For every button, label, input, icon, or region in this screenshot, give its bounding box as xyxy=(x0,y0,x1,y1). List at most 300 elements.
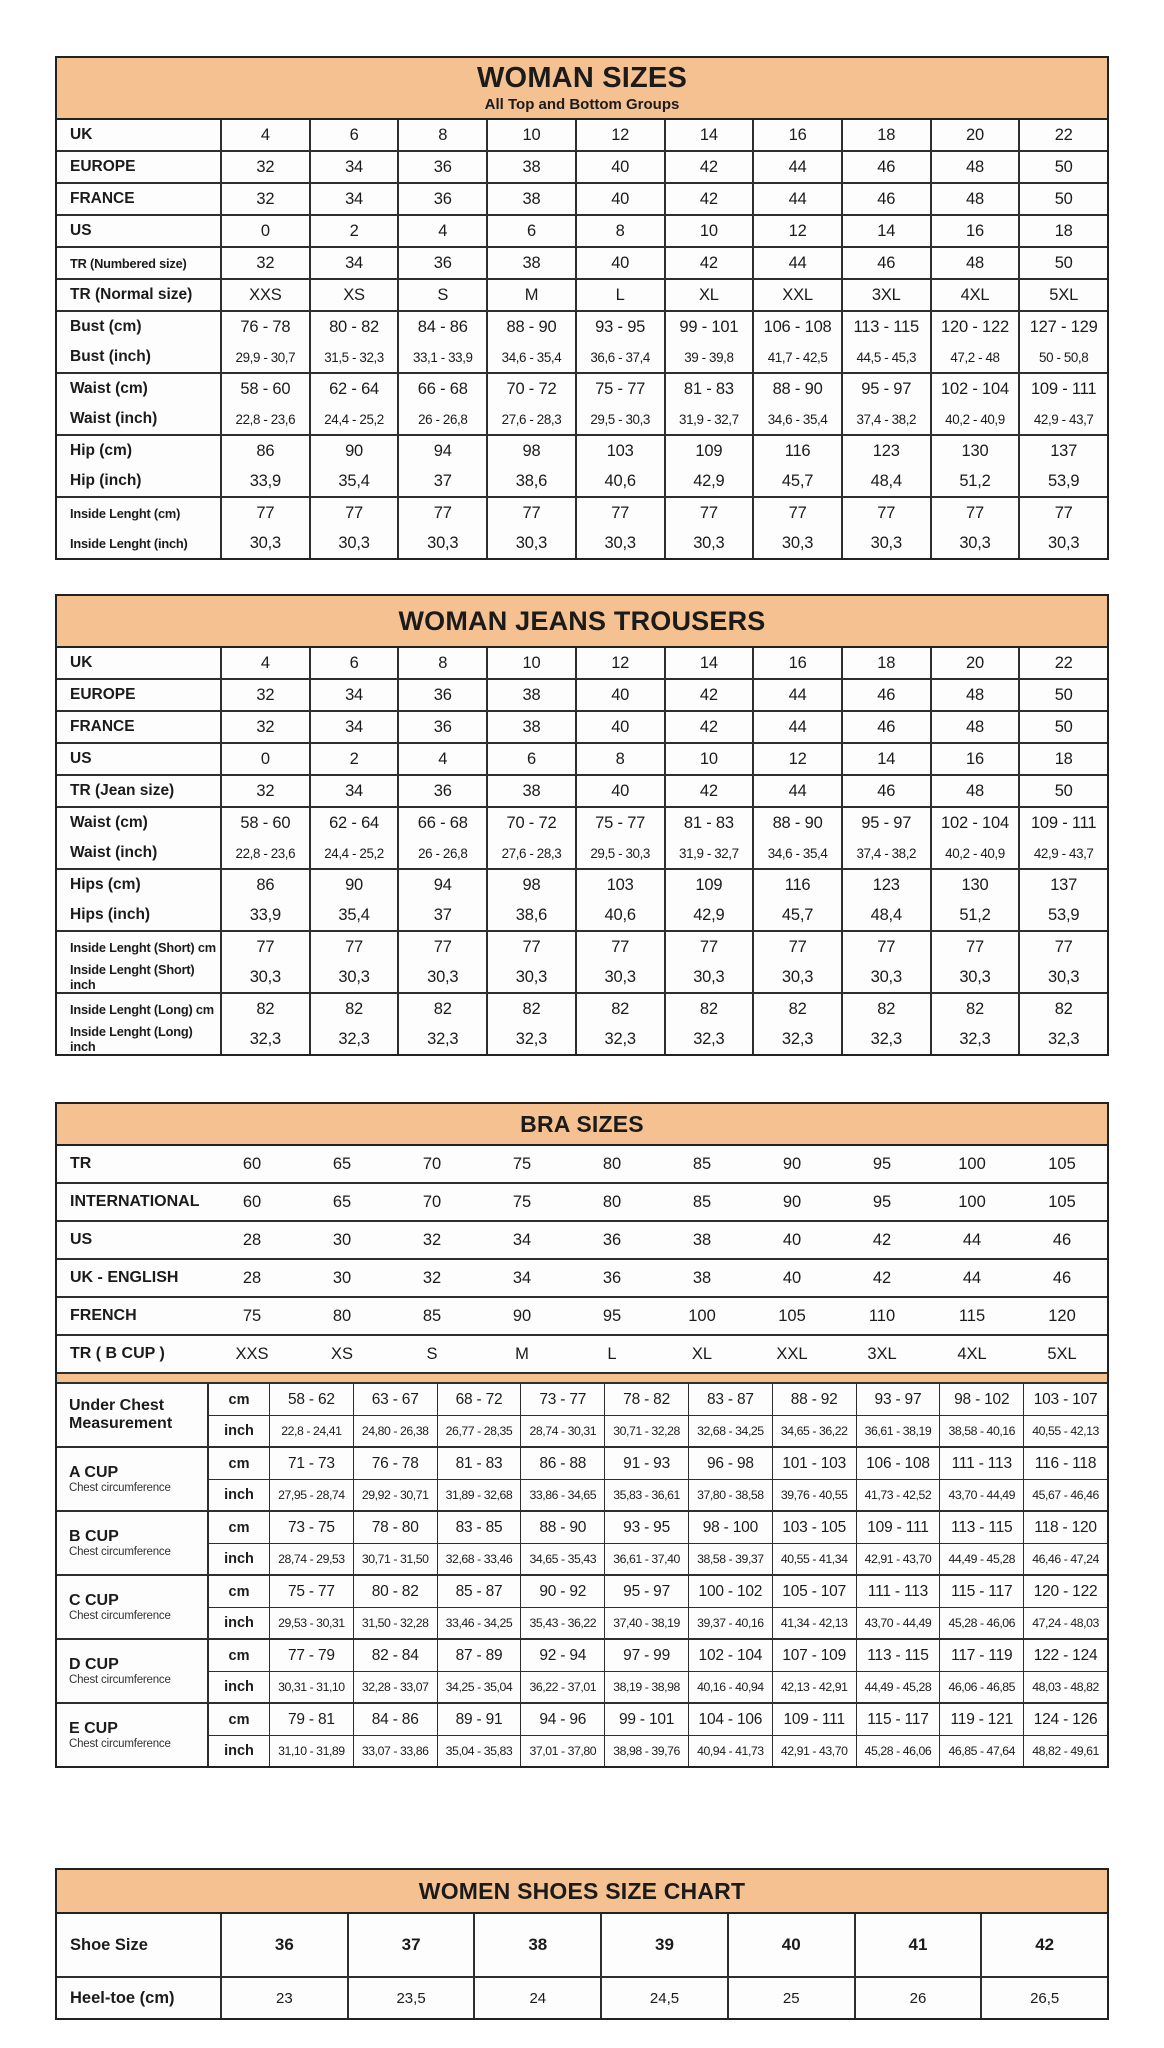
size-cell: 100 xyxy=(958,1154,986,1173)
row-label: Inside Lenght (Short) inch xyxy=(70,962,195,992)
size-cell: 70 xyxy=(422,1192,442,1211)
size-cell: 37 xyxy=(347,1914,474,1976)
size-cell: 81 - 83 xyxy=(664,808,753,838)
size-cell: 30,3 xyxy=(930,528,1019,558)
size-cell: 77 xyxy=(930,932,1019,962)
unit-label: cm xyxy=(207,1448,269,1479)
size-cell: 111 - 113 xyxy=(856,1576,940,1607)
size-cell: 77 xyxy=(930,498,1019,528)
size-cell: 28,74 - 30,31 xyxy=(520,1416,604,1446)
size-cell: 38,6 xyxy=(486,466,575,496)
size-cell: 34,6 - 35,4 xyxy=(752,838,841,868)
row-group xyxy=(57,992,1107,1054)
cup-subtitle: Chest circumference xyxy=(69,1738,171,1751)
size-cell: 12 xyxy=(752,744,841,774)
size-cell: 42,91 - 43,70 xyxy=(772,1736,856,1766)
size-cell: 18 xyxy=(841,120,930,150)
size-cell: 50 xyxy=(1018,248,1107,278)
row-label: Inside Lenght (cm) xyxy=(70,505,181,521)
size-cell: 40 xyxy=(575,248,664,278)
row-group xyxy=(57,372,1107,434)
size-cell: 4XL xyxy=(957,1344,987,1363)
unit-label: cm xyxy=(207,1640,269,1671)
size-cell: 105 xyxy=(778,1306,806,1325)
size-cell: 34 xyxy=(309,184,398,214)
size-cell: 34,25 - 35,04 xyxy=(437,1672,521,1702)
size-cell: 124 - 126 xyxy=(1023,1704,1107,1735)
table-subtitle: All Top and Bottom Groups xyxy=(484,95,680,113)
size-cell: 48,4 xyxy=(841,900,930,930)
size-cell: 23,5 xyxy=(347,1978,474,2018)
size-cell: 42,13 - 42,91 xyxy=(772,1672,856,1702)
row-group xyxy=(57,182,1107,214)
row-label: Waist (cm) xyxy=(70,814,148,831)
size-cell: 78 - 82 xyxy=(604,1384,688,1415)
table-title: BRA SIZES xyxy=(520,1110,644,1137)
cup-name: B CUP xyxy=(69,1527,119,1545)
size-cell: 104 - 106 xyxy=(688,1704,772,1735)
size-cell: 20 xyxy=(930,648,1019,678)
size-cell: 36 xyxy=(602,1230,622,1249)
size-cell: 32,3 xyxy=(664,1024,753,1054)
size-cell: 37 xyxy=(397,466,486,496)
size-cell: 34,65 - 36,22 xyxy=(772,1416,856,1446)
size-cell: 30,3 xyxy=(930,962,1019,992)
size-cell: 50 xyxy=(1018,776,1107,806)
cup-unit-row xyxy=(207,1512,1107,1543)
size-cell: 26 - 26,8 xyxy=(397,404,486,434)
table-row xyxy=(57,712,1107,742)
size-cell: 46 xyxy=(1052,1268,1072,1287)
size-cell: 3XL xyxy=(867,1344,897,1363)
size-cell: 30,3 xyxy=(664,962,753,992)
unit-label: cm xyxy=(207,1576,269,1607)
size-cell: 90 xyxy=(309,870,398,900)
size-cell: XXS xyxy=(235,1344,269,1363)
size-cell: 30,3 xyxy=(486,528,575,558)
table-row xyxy=(57,962,1107,992)
size-cell: 98 xyxy=(486,436,575,466)
row-group xyxy=(57,1258,1107,1296)
size-cell: 30,3 xyxy=(397,528,486,558)
size-cell: 77 xyxy=(1018,498,1107,528)
size-cell: 83 - 87 xyxy=(688,1384,772,1415)
size-cell: 88 - 92 xyxy=(772,1384,856,1415)
size-cell: M xyxy=(515,1344,529,1363)
size-cell: 36 xyxy=(397,712,486,742)
size-cell: 4XL xyxy=(930,280,1019,310)
cup-unit-row xyxy=(207,1576,1107,1607)
row-group xyxy=(57,150,1107,182)
size-cell: 38,98 - 39,76 xyxy=(604,1736,688,1766)
woman-jeans-trousers-table xyxy=(55,594,1109,1056)
size-cell: 109 - 111 xyxy=(772,1704,856,1735)
row-label: Waist (cm) xyxy=(70,380,148,397)
size-cell: 40,55 - 42,13 xyxy=(1023,1416,1107,1446)
size-cell: 94 - 96 xyxy=(520,1704,604,1735)
size-cell: 4 xyxy=(220,120,309,150)
size-cell: 31,50 - 32,28 xyxy=(353,1608,437,1638)
size-cell: 88 - 90 xyxy=(520,1512,604,1543)
row-label: UK xyxy=(70,126,93,143)
size-cell: 42,9 - 43,7 xyxy=(1018,404,1107,434)
table-row xyxy=(57,374,1107,404)
size-cell: 32,3 xyxy=(1018,1024,1107,1054)
row-label: TR xyxy=(70,1155,92,1172)
size-cell: 32,3 xyxy=(486,1024,575,1054)
row-group xyxy=(57,1334,1107,1372)
size-cell: 8 xyxy=(397,120,486,150)
size-cell: 123 xyxy=(841,870,930,900)
cup-label xyxy=(57,1576,207,1638)
size-cell: 50 - 50,8 xyxy=(1018,342,1107,372)
size-cell: 120 - 122 xyxy=(1023,1576,1107,1607)
size-cell: 30,31 - 31,10 xyxy=(269,1672,353,1702)
cup-subtitle: Chest circumference xyxy=(69,1610,171,1623)
row-label: TR (Numbered size) xyxy=(70,255,187,271)
size-cell: 28 xyxy=(242,1230,262,1249)
size-cell: 122 - 124 xyxy=(1023,1640,1107,1671)
size-cell: 39 - 39,8 xyxy=(664,342,753,372)
size-cell: 44 xyxy=(752,184,841,214)
size-cell: 106 - 108 xyxy=(752,312,841,342)
unit-label: cm xyxy=(207,1512,269,1543)
size-cell: 82 xyxy=(486,994,575,1024)
row-group xyxy=(57,120,1107,150)
size-cell: 30,3 xyxy=(841,962,930,992)
size-cell: 29,9 - 30,7 xyxy=(220,342,309,372)
size-cell: 63 - 67 xyxy=(353,1384,437,1415)
size-cell: 2 xyxy=(309,216,398,246)
cup-row-group xyxy=(57,1384,1107,1446)
cup-unit-row xyxy=(207,1640,1107,1671)
size-cell: 93 - 97 xyxy=(856,1384,940,1415)
cup-unit-row xyxy=(207,1704,1107,1735)
size-cell: 42 xyxy=(664,776,753,806)
size-cell: 30,3 xyxy=(1018,528,1107,558)
size-cell: 41,7 - 42,5 xyxy=(752,342,841,372)
size-cell: 113 - 115 xyxy=(856,1640,940,1671)
size-cell: 48 xyxy=(930,712,1019,742)
size-cell: 39,76 - 40,55 xyxy=(772,1480,856,1510)
row-label: TR ( B CUP ) xyxy=(70,1345,165,1362)
size-cell: 86 xyxy=(220,436,309,466)
size-cell: 103 - 107 xyxy=(1023,1384,1107,1415)
cup-row-group xyxy=(57,1446,1107,1510)
size-cell: 82 xyxy=(930,994,1019,1024)
table-title: WOMAN JEANS TROUSERS xyxy=(398,605,766,636)
size-cell: 88 - 90 xyxy=(752,808,841,838)
size-cell: 70 - 72 xyxy=(486,374,575,404)
size-cell: 20 xyxy=(930,120,1019,150)
size-cell: 30,3 xyxy=(220,528,309,558)
size-cell: 81 - 83 xyxy=(664,374,753,404)
size-cell: 44 xyxy=(962,1268,982,1287)
size-cell: 37,4 - 38,2 xyxy=(841,404,930,434)
size-cell: 34,65 - 35,43 xyxy=(520,1544,604,1574)
size-cell: 37,4 - 38,2 xyxy=(841,838,930,868)
size-cell: 82 xyxy=(575,994,664,1024)
size-cell: 32 xyxy=(220,184,309,214)
row-group xyxy=(57,1220,1107,1258)
size-cell: 77 xyxy=(664,498,753,528)
size-cell: 45,28 - 46,06 xyxy=(939,1608,1023,1638)
size-cell: 38 xyxy=(486,184,575,214)
size-cell: 77 xyxy=(664,932,753,962)
size-cell: 42 xyxy=(664,152,753,182)
size-cell: 16 xyxy=(930,744,1019,774)
size-cell: 50 xyxy=(1018,712,1107,742)
size-cell: 29,53 - 30,31 xyxy=(269,1608,353,1638)
size-cell: 6 xyxy=(486,216,575,246)
row-label: Inside Lenght (inch) xyxy=(70,535,188,551)
size-cell: 24 xyxy=(473,1978,600,2018)
size-cell: 44 xyxy=(752,712,841,742)
size-cell: 95 xyxy=(602,1306,622,1325)
cup-label xyxy=(57,1384,207,1446)
size-cell: 44 xyxy=(752,776,841,806)
row-label: Heel-toe (cm) xyxy=(70,1988,175,2007)
cup-rows xyxy=(207,1384,1107,1446)
table-row xyxy=(57,1184,1107,1220)
unit-label: inch xyxy=(207,1416,269,1446)
table-title: WOMEN SHOES SIZE CHART xyxy=(418,1877,746,1904)
size-cell: 35,04 - 35,83 xyxy=(437,1736,521,1766)
size-cell: 60 xyxy=(242,1192,262,1211)
row-group xyxy=(57,742,1107,774)
size-cell: 22 xyxy=(1018,120,1107,150)
table-row xyxy=(57,900,1107,930)
row-label: TR (Jean size) xyxy=(70,782,175,799)
size-cell: 40 xyxy=(575,152,664,182)
row-label: US xyxy=(70,1231,93,1248)
table-row xyxy=(57,466,1107,496)
size-cell: 38,19 - 38,98 xyxy=(604,1672,688,1702)
size-cell: 31,9 - 32,7 xyxy=(664,838,753,868)
size-cell: 28 xyxy=(242,1268,262,1287)
size-cell: S xyxy=(426,1344,438,1363)
row-label: Waist (inch) xyxy=(70,410,158,427)
size-cell: 0 xyxy=(220,744,309,774)
size-cell: 92 - 94 xyxy=(520,1640,604,1671)
size-cell: 42 xyxy=(664,184,753,214)
size-cell: 40 xyxy=(782,1230,802,1249)
size-cell: 10 xyxy=(664,216,753,246)
size-cell: 41,73 - 42,52 xyxy=(856,1480,940,1510)
size-cell: 97 - 99 xyxy=(604,1640,688,1671)
size-cell: 98 xyxy=(486,870,575,900)
size-cell: 44,49 - 45,28 xyxy=(939,1544,1023,1574)
table-row xyxy=(57,808,1107,838)
size-cell: 30,3 xyxy=(397,962,486,992)
table-row xyxy=(57,838,1107,868)
size-cell: 76 - 78 xyxy=(353,1448,437,1479)
size-cell: 41,34 - 42,13 xyxy=(772,1608,856,1638)
size-cell: 102 - 104 xyxy=(930,374,1019,404)
size-cell: 14 xyxy=(841,744,930,774)
size-cell: 10 xyxy=(486,648,575,678)
size-cell: 30,3 xyxy=(220,962,309,992)
row-group xyxy=(57,1914,1107,1976)
size-cell: 46 xyxy=(1052,1230,1072,1249)
table-row xyxy=(57,248,1107,278)
cup-subtitle: Chest circumference xyxy=(69,1482,171,1495)
table-row xyxy=(57,1024,1107,1054)
size-cell: 44,5 - 45,3 xyxy=(841,342,930,372)
size-cell: 14 xyxy=(664,120,753,150)
cup-name: Under Chest Measurement xyxy=(69,1397,173,1432)
row-label: EUROPE xyxy=(70,158,136,175)
size-cell: 93 - 95 xyxy=(575,312,664,342)
size-cell: 113 - 115 xyxy=(841,312,930,342)
size-cell: 32,3 xyxy=(309,1024,398,1054)
cup-rows xyxy=(207,1576,1107,1638)
size-cell: 103 xyxy=(575,436,664,466)
size-cell: 48 xyxy=(930,152,1019,182)
cup-subtitle: Chest circumference xyxy=(69,1674,171,1687)
row-group xyxy=(57,434,1107,496)
table-row xyxy=(57,184,1107,214)
size-cell: 30 xyxy=(332,1268,352,1287)
cup-unit-row xyxy=(207,1384,1107,1415)
tables-root xyxy=(55,56,1109,2020)
size-cell: 30,3 xyxy=(664,528,753,558)
size-cell: 43,70 - 44,49 xyxy=(856,1608,940,1638)
size-cell: 12 xyxy=(575,120,664,150)
size-cell: 40 xyxy=(782,1268,802,1287)
size-cell: 85 xyxy=(692,1192,712,1211)
size-cell: 94 xyxy=(397,870,486,900)
size-cell: 42 xyxy=(664,712,753,742)
size-cell: 90 xyxy=(309,436,398,466)
size-cell: 100 - 102 xyxy=(688,1576,772,1607)
size-cell: XS xyxy=(309,280,398,310)
size-cell: 50 xyxy=(1018,680,1107,710)
row-label: Inside Lenght (Long) inch xyxy=(70,1024,193,1054)
size-cell: 85 xyxy=(422,1306,442,1325)
size-cell: 46,46 - 47,24 xyxy=(1023,1544,1107,1574)
size-cell: 90 xyxy=(512,1306,532,1325)
size-cell: 27,95 - 28,74 xyxy=(269,1480,353,1510)
size-cell: 78 - 80 xyxy=(353,1512,437,1543)
size-cell: XXL xyxy=(776,1344,808,1363)
size-cell: 34,6 - 35,4 xyxy=(752,404,841,434)
size-cell: 33,9 xyxy=(220,466,309,496)
size-cell: 38 xyxy=(486,680,575,710)
size-cell: 26,5 xyxy=(980,1978,1107,2018)
size-cell: 32,3 xyxy=(752,1024,841,1054)
table-header-band xyxy=(57,1104,1107,1146)
size-cell: 18 xyxy=(841,648,930,678)
row-label: TR (Normal size) xyxy=(70,286,193,303)
size-cell: 44 xyxy=(752,152,841,182)
size-cell: 23 xyxy=(220,1978,347,2018)
size-cell: 27,6 - 28,3 xyxy=(486,838,575,868)
row-label: Hips (cm) xyxy=(70,876,141,893)
size-cell: 45,7 xyxy=(752,900,841,930)
size-cell: 46 xyxy=(841,680,930,710)
size-cell: 5XL xyxy=(1047,1344,1077,1363)
size-cell: 38 xyxy=(486,152,575,182)
size-cell: 25 xyxy=(727,1978,854,2018)
size-cell: 30,3 xyxy=(752,528,841,558)
unit-label: inch xyxy=(207,1608,269,1638)
size-cell: 40 xyxy=(575,184,664,214)
size-cell: 77 xyxy=(486,932,575,962)
size-cell: 42 xyxy=(872,1230,892,1249)
size-cell: 0 xyxy=(220,216,309,246)
size-cell: 46,06 - 46,85 xyxy=(939,1672,1023,1702)
size-cell: 77 xyxy=(752,932,841,962)
size-cell: 77 xyxy=(841,498,930,528)
size-cell: 43,70 - 44,49 xyxy=(939,1480,1023,1510)
size-cell: 12 xyxy=(752,216,841,246)
cup-name: A CUP xyxy=(69,1463,119,1481)
size-cell: 48 xyxy=(930,248,1019,278)
size-cell: 32 xyxy=(220,776,309,806)
size-cell: 4 xyxy=(397,216,486,246)
cup-unit-row xyxy=(207,1479,1107,1510)
cup-row-group xyxy=(57,1702,1107,1766)
table-row xyxy=(57,216,1107,246)
size-cell: XL xyxy=(664,280,753,310)
cup-rows xyxy=(207,1512,1107,1574)
size-cell: 33,07 - 33,86 xyxy=(353,1736,437,1766)
size-cell: 90 xyxy=(782,1192,802,1211)
size-cell: 76 - 78 xyxy=(220,312,309,342)
size-cell: 48 xyxy=(930,776,1019,806)
size-cell: 75 xyxy=(512,1154,532,1173)
size-cell: 10 xyxy=(664,744,753,774)
size-cell: 79 - 81 xyxy=(269,1704,353,1735)
row-group xyxy=(57,1182,1107,1220)
size-cell: 84 - 86 xyxy=(397,312,486,342)
table-row xyxy=(57,648,1107,678)
size-cell: 42 xyxy=(664,680,753,710)
row-group xyxy=(57,710,1107,742)
size-cell: 24,5 xyxy=(600,1978,727,2018)
cup-unit-row xyxy=(207,1607,1107,1638)
size-cell: 82 xyxy=(664,994,753,1024)
size-cell: 99 - 101 xyxy=(604,1704,688,1735)
row-label: Hip (inch) xyxy=(70,472,142,489)
size-cell: 84 - 86 xyxy=(353,1704,437,1735)
size-cell: 22,8 - 24,41 xyxy=(269,1416,353,1446)
size-cell: 32,3 xyxy=(220,1024,309,1054)
cup-rows xyxy=(207,1704,1107,1766)
size-cell: 40,2 - 40,9 xyxy=(930,838,1019,868)
size-cell: 37,80 - 38,58 xyxy=(688,1480,772,1510)
size-cell: 82 xyxy=(309,994,398,1024)
size-cell: 46 xyxy=(841,248,930,278)
size-cell: 100 xyxy=(958,1192,986,1211)
size-cell: 98 - 100 xyxy=(688,1512,772,1543)
table-row xyxy=(57,994,1107,1024)
size-cell: 38 xyxy=(692,1268,712,1287)
size-cell: 42,9 xyxy=(664,900,753,930)
size-cell: XS xyxy=(330,1344,353,1363)
row-label: FRENCH xyxy=(70,1307,137,1324)
table-header-band xyxy=(57,596,1107,648)
size-cell: 88 - 90 xyxy=(752,374,841,404)
size-cell: 80 - 82 xyxy=(309,312,398,342)
size-cell: 42 xyxy=(980,1914,1107,1976)
size-cell: 46 xyxy=(841,184,930,214)
size-cell: 44,49 - 45,28 xyxy=(856,1672,940,1702)
cup-subtitle: Chest circumference xyxy=(69,1546,171,1559)
cup-unit-row xyxy=(207,1543,1107,1574)
size-cell: 80 xyxy=(602,1154,622,1173)
